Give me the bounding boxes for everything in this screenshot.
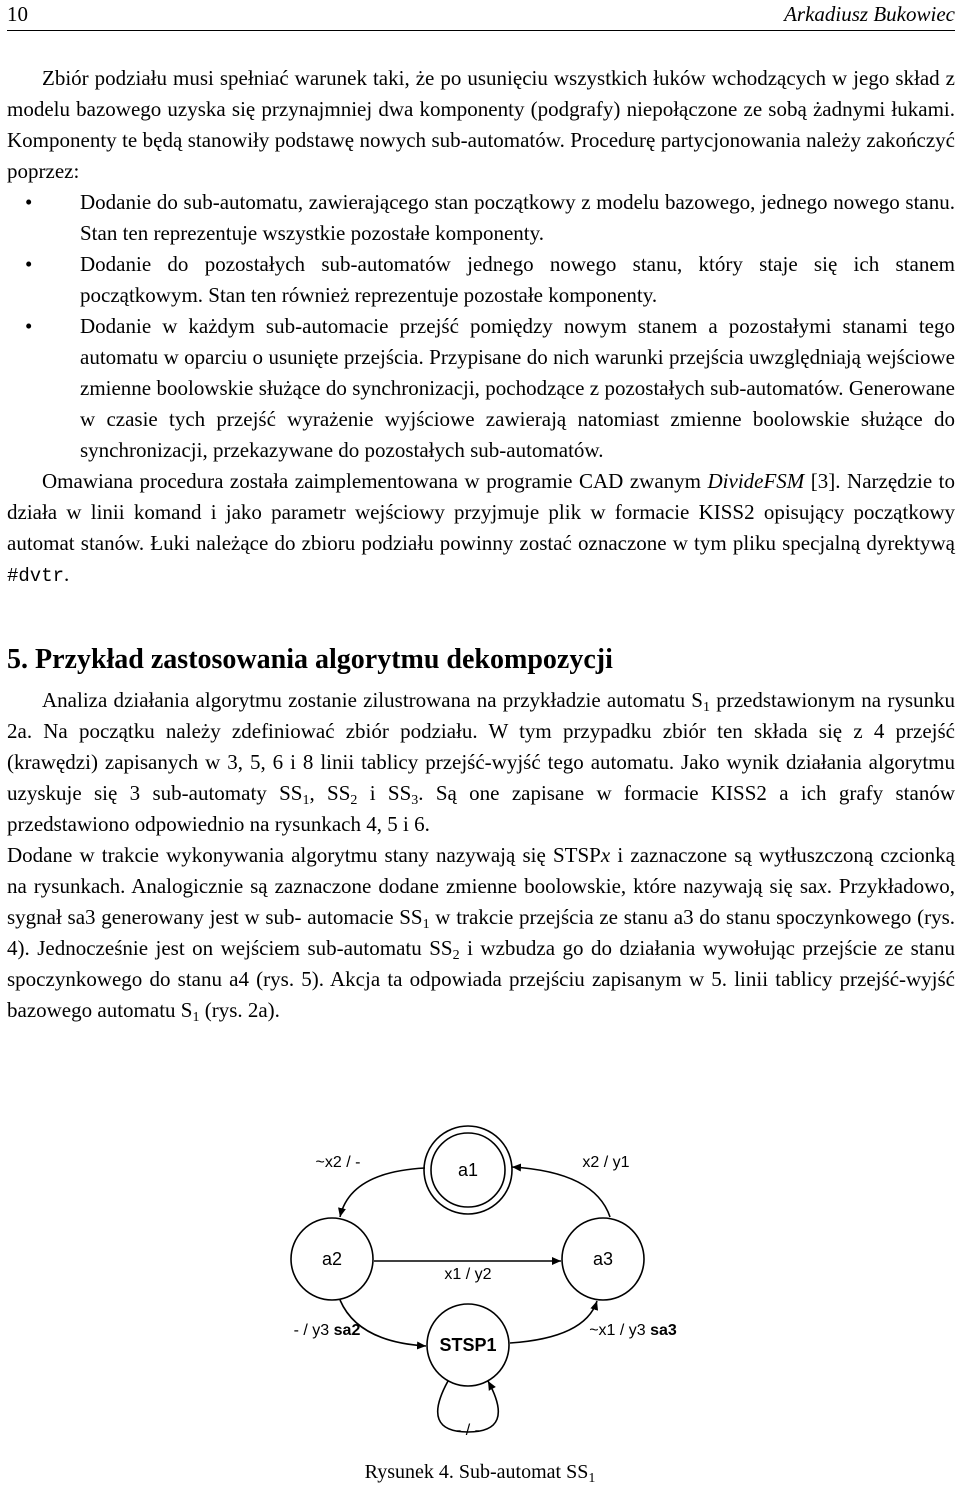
- running-header: [7, 0, 955, 31]
- arc-label: - / y3 sa2: [293, 1322, 361, 1339]
- arc-label: ~x2 / -: [315, 1154, 361, 1171]
- state-label-a3: a3: [592, 1249, 614, 1269]
- state-label-a2: a2: [321, 1249, 343, 1269]
- bullet-text: Dodanie do sub-automatu, zawierającego stan początkowy z modelu bazowego, jednego nowego stanu. Stan ten reprezentuje wszystkie pozostałe komponenty.: [80, 190, 955, 245]
- author-name: Arkadiusz Bukowiec: [784, 2, 955, 26]
- state-diagram: [0, 1110, 960, 1493]
- arc-a3-a1: [512, 1167, 610, 1217]
- state-label-a1: a1: [457, 1160, 479, 1180]
- paragraph-4: Dodane w trakcie wykonywania algorytmu stany nazywają się STSPx i zaznaczone są wytłuszczoną czcionką na rysunkach. Analogicznie są zaznaczone dodane zmienne boolowskie, które nazywają się sax. Przykładowo, sygnał sa3 generowany jest w sub- automacie $SS_1$ w trakcie przejścia ze stanu a3 do stanu spoczynkowego (rys. 4). Jednocześnie jest on wejściem sub-automatu $SS_2$ i wzbudza go do działania wywołując przejście ze stanu spoczynkowego do stanu a4 (rys. 5). Akcja ta odpowiada przejściu zapisanym w 5. linii tablicy przejść-wyjść bazowego automatu $S_1$ (rys. 2a).: [7, 843, 955, 1025]
- bullet-icon: •: [25, 190, 33, 214]
- arc-label: x1 / y2: [444, 1266, 492, 1283]
- arc-label: x2 / y1: [582, 1154, 630, 1171]
- bullet-item: [7, 187, 955, 249]
- page: [7, 0, 955, 1025]
- text-block-2: [7, 685, 955, 1026]
- arc-label: - / -: [456, 1422, 480, 1439]
- page-number: 10: [7, 2, 28, 26]
- section-heading: 5. Przykład zastosowania algorytmu dekompozycji: [7, 644, 613, 675]
- directive-code: #dvtr: [7, 565, 65, 587]
- state-label-stsp1: STSP1: [439, 1335, 497, 1355]
- paragraph-3: Analiza działania algorytmu zostanie zilustrowana na przykładzie automatu $S_1$ przedstawionym na rysunku 2a. Na początku należy zdefiniować zbiór podziału. W tym przypadku zbiór ten składa się z 4 przejść (krawędzi) zapisanych w 3, 5, 6 i 8 linii tablicy przejść-wyjść tego automatu. Jako wynik działania algorytmu uzyskuje się 3 sub-automaty $SS_1$, $SS_2$ i $SS_3$. Są one zapisane w formacie KISS2 a ich grafy stanów przedstawiono odpowiednio na rysunkach 4, 5 i 6.: [7, 688, 955, 836]
- paragraph-2: Omawiana procedura została zaimplementowana w programie CAD zwanym DivideFSM [3]. Narzędzie to działa w linii komand i jako parametr wejściowy przyjmuje plik w formacie KISS2 opisujący początkowy automat stanów. Łuki należące do zbioru podziału powinny zostać oznaczone w tym pliku specjalną dyrektywą #dvtr.: [7, 469, 955, 587]
- figure-caption: Rysunek 4. Sub-automat $SS_1$: [364, 1461, 596, 1486]
- bullet-item: [7, 311, 955, 466]
- arc-a1-a2: [340, 1168, 425, 1217]
- arc-stsp-a3: [510, 1301, 597, 1343]
- tool-name: DivideFSM: [707, 469, 805, 493]
- bullet-text: Dodanie do pozostałych sub-automatów jednego nowego stanu, który staje się ich stanem początkowym. Stan ten również reprezentuje pozostałe komponenty.: [80, 252, 955, 307]
- bullet-item: [7, 249, 955, 311]
- bullet-icon: •: [25, 252, 33, 276]
- bullet-icon: •: [25, 314, 33, 338]
- bullet-text: Dodanie w każdym sub-automacie przejść pomiędzy nowym stanem a pozostałymi stanami tego automatu w oparciu o usunięte przejścia. Przypisane do nich warunki przejścia uwzględniają wejściowe zmienne boolowskie służące do synchronizacji, pochodzące z pozostałych sub-automatów. Generowane w czasie tych przejść wyrażenie wyjściowe zawierają natomiast zmienne boolowskie służące do synchronizacji, przekazywane do pozostałych sub-automatów.: [80, 314, 955, 462]
- arc-label: ~x1 / y3 sa3: [589, 1322, 677, 1339]
- paragraph-1: Zbiór podziału musi spełniać warunek taki, że po usunięciu wszystkich łuków wchodzących w jego skład z modelu bazowego uzyska się przynajmniej dwa komponenty (podgrafy) niepołączone ze sobą żadnymi łukami. Komponenty te będą stanowiły podstawę nowych sub-automatów. Procedurę partycjonowania należy zakończyć poprzez:: [7, 66, 955, 183]
- text-block-1: [7, 63, 955, 592]
